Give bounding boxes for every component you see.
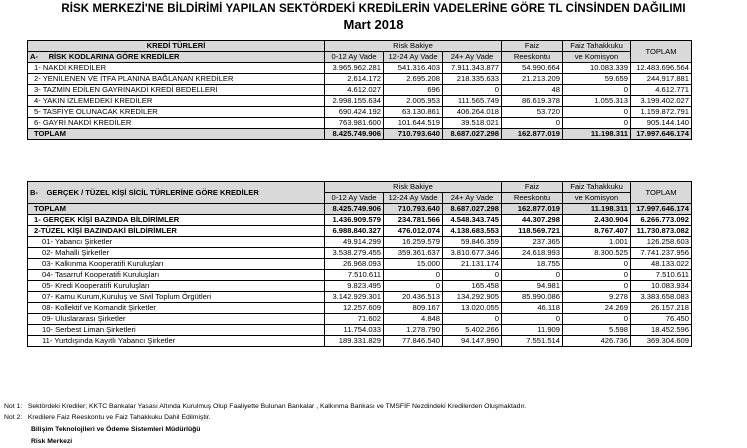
section-a-title-text: RİSK KODLARINA GÖRE KREDİLER <box>48 52 180 61</box>
col-12-24-header: 12-24 Ay Vade <box>384 52 443 63</box>
tuzel-kisi-row: 2-TÜZEL KİŞİ BAZINDAKİ BİLDİRİMLER 6.988.840.327 476.012.074 4.138.683.553 118.569.721 8.767.407 11.730.873.082 <box>28 226 692 237</box>
table-section-a <box>27 40 692 140</box>
table-row: 5- TASFİYE OLUNACAK KREDİLER 690.424.192 63.130.861 406.264.018 53.720 0 1.159.872.791 <box>28 107 692 118</box>
note-2-text: Kredilere Faiz Reeskontu ve Faiz Tahakkuku Dahil Edilmiştir. <box>27 414 211 421</box>
table-row: 3- TAZMİN EDİLEN GAYRİNAKDİ KREDİ BEDELLERİ 4.612.027 696 0 48 0 4.612.771 <box>28 85 692 96</box>
note-1 <box>4 403 526 410</box>
faiz-header: Faiz <box>502 182 563 193</box>
gercek-kisi-row: 1- GERÇEK KİŞİ BAZINDA BİLDİRİMLER 1.436.909.579 234.781.566 4.548.343.745 44.307.298 2.430.904 6.266.773.092 <box>28 215 692 226</box>
section-b-letter: B- <box>30 187 39 197</box>
section-a-title <box>28 52 325 63</box>
col-12-24-header: 12-24 Ay Vade <box>384 193 443 204</box>
table-a-header-row-2 <box>28 52 692 63</box>
table-row: 02- Mahalli Şirketler 3.538.279.455 359.361.637 3.810.677.346 24.618.993 8.300.525 7.741.237.956 <box>28 248 692 259</box>
table-row: 6- GAYRİ NAKDİ KREDİLER 763.981.600 101.644.519 39.518.021 0 0 905.144.140 <box>28 118 692 129</box>
note-1-label: Not 1: <box>4 403 23 410</box>
table-b-header-row-1 <box>28 182 692 193</box>
faiz-header: Faiz <box>502 41 563 52</box>
table-row: 11- Yurtdışında Kayıtlı Yabancı Şirketler 189.331.829 77.846.540 94.147.990 7.551.514 426.736 369.304.609 <box>28 336 692 347</box>
note-2 <box>4 414 211 421</box>
table-row: 01- Yabancı Şirketler 49.914.299 16.259.579 59.846.359 237.365 1.001 126.258.603 <box>28 237 692 248</box>
report-title: RİSK MERKEZİ'NE BİLDİRİMİ YAPILAN SEKTÖRDEKİ KREDİLERİN VADELERİNE GÖRE TL CİNSİNDEN DAĞILIMI <box>61 3 686 15</box>
table-a-total-row: TOPLAM 8.425.749.906 710.793.640 8.687.027.298 162.877.019 11.198.311 17.997.646.174 <box>28 129 692 140</box>
note-2-label: Not 2: <box>4 414 23 421</box>
col-0-12-header: 0-12 Ay Vade <box>325 193 384 204</box>
col-0-12-header: 0-12 Ay Vade <box>325 52 384 63</box>
reeskontu-header: Reeskontu <box>502 193 563 204</box>
report-period: Mart 2018 <box>343 17 404 32</box>
footer-unit: Risk Merkezi <box>31 438 73 445</box>
note-1-text: Sektördeki Krediler; KKTC Bankalar Yasası Altında Kurulmuş Olup Faaliyette Bulunan Bankalar , Kalkınma Bankası ve TMSFİF Nezdindeki Kredilerden Oluşmaktadır. <box>27 403 527 410</box>
table-row: 05- Kredi Kooperatifi Kuruluşları 9.823.495 0 165.458 94.981 0 10.083.934 <box>28 281 692 292</box>
toplam-header: TOPLAM <box>631 182 692 204</box>
section-b-title <box>28 182 325 204</box>
komisyon-header: ve Komisyon <box>563 193 631 204</box>
table-b-total-row: TOPLAM 8.425.749.906 710.793.640 8.687.027.298 162.877.019 11.198.311 17.997.646.174 <box>28 204 692 215</box>
risk-bakiye-header: Risk Bakiye <box>325 41 502 52</box>
section-b-title-text: GERÇEK / TÜZEL KİŞİ SİCİL TÜRLERİNE GÖRE KREDİLER <box>46 187 259 197</box>
reeskontu-header: Reeskontu <box>502 52 563 63</box>
table-row: 09- Uluslararası Şirketler 71.602 4.848 0 0 0 76.450 <box>28 314 692 325</box>
table-row: 04- Tasarruf Kooperatifi Kuruluşları 7.510.611 0 0 0 0 7.510.611 <box>28 270 692 281</box>
section-a-letter: A- <box>30 52 39 61</box>
col-24-header: 24+ Ay Vade <box>443 52 502 63</box>
table-row: 07- Kamu Kurum,Kuruluş ve Sivil Toplum Örgütleri 3.142.929.301 20.436.513 134.292.905 85.990.086 9.278 3.383.658.083 <box>28 292 692 303</box>
toplam-header: TOPLAM <box>631 41 692 63</box>
table-row: 08- Kollektif ve Komandit Şirketler 12.257.609 809.167 13.020.055 46.118 24.269 26.157.218 <box>28 303 692 314</box>
table-a-header-row-1 <box>28 41 692 52</box>
table-row: 2- YENİLENEN VE İTFA PLANINA BAĞLANAN KREDİLER 2.614.172 2.695.208 218.335.633 21.213.209 59.659 244.917.881 <box>28 74 692 85</box>
footer-department: Bilişim Teknolojileri ve Ödeme Sistemleri Müdürlüğü <box>31 426 201 433</box>
table-row: 1- NAKDİ KREDİLER 3.965.962.281 541.316.403 7.911.343.877 54.990.664 10.083.339 12.483.696.564 <box>28 63 692 74</box>
col-24-header: 24+ Ay Vade <box>443 193 502 204</box>
table-section-b <box>27 181 692 347</box>
table-row: 03- Kalkınma Kooperatifi Kuruluşları 26.968.093 15.000 21.131.174 18.755 0 48.133.022 <box>28 259 692 270</box>
faiz-tahakkuku-header: Faiz Tahakkuku <box>563 41 631 52</box>
credit-types-header: KREDİ TÜRLERİ <box>28 41 325 52</box>
table-row: 10- Serbest Liman Şirketleri 11.754.033 1.278.790 5.402.266 11.909 5.598 18.452.596 <box>28 325 692 336</box>
risk-bakiye-header: Risk Bakiye <box>325 182 502 193</box>
komisyon-header: ve Komisyon <box>563 52 631 63</box>
faiz-tahakkuku-header: Faiz Tahakkuku <box>563 182 631 193</box>
table-row: 4- YAKIN İZLEMEDEKİ KREDİLER 2.998.155.634 2.005.953 111.565.749 86.619.378 1.055.313 3.199.402.027 <box>28 96 692 107</box>
